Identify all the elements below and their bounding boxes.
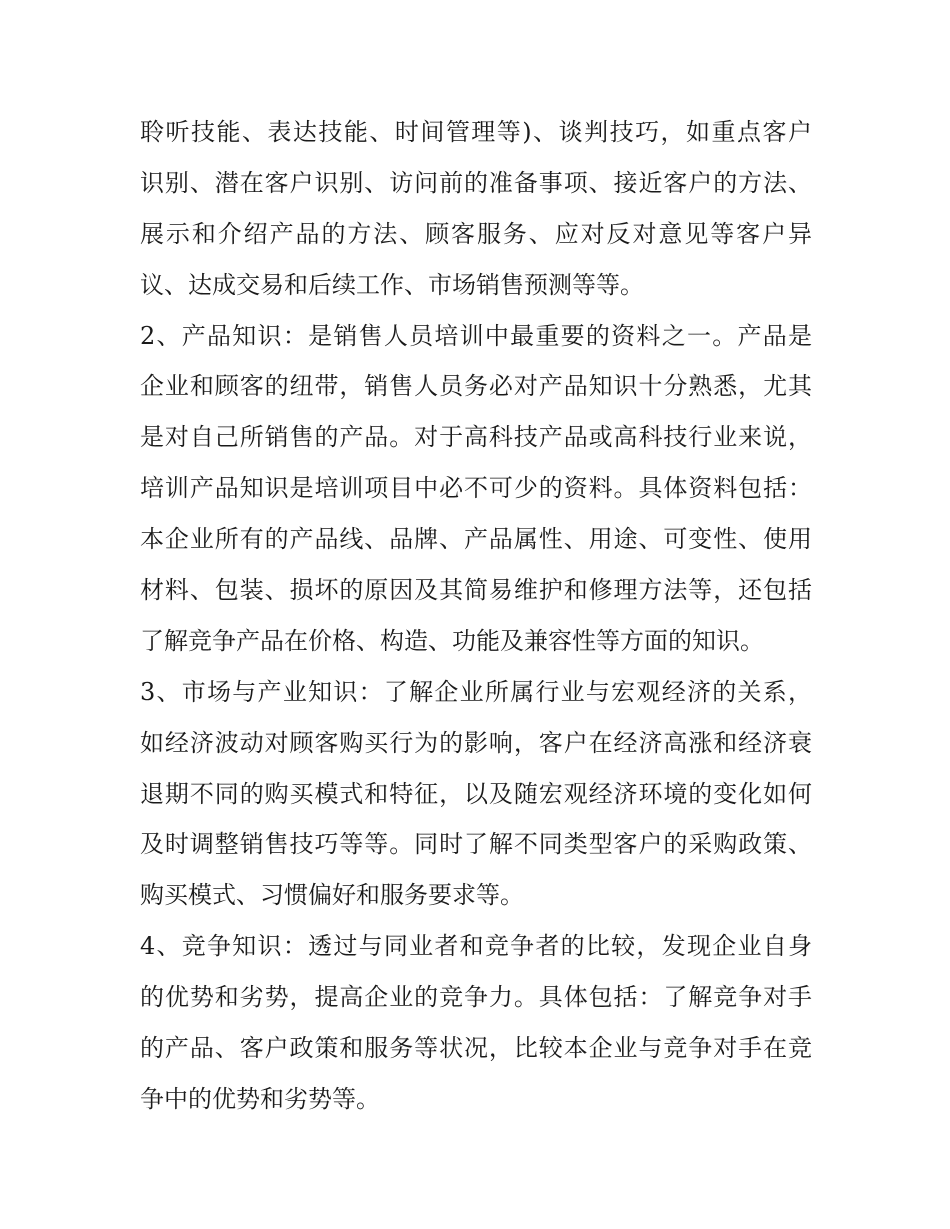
- text-line: 议、达成交易和后续工作、市场销售预测等等。: [140, 270, 644, 299]
- text-line: 购买模式、习惯偏好和服务要求等。: [140, 881, 524, 910]
- text-line: 是对自己所销售的产品。对于高科技产品或高科技行业来说，: [140, 423, 812, 452]
- text-line: 的产品、客户政策和服务等状况，比较本企业与竞争对手在竞: [140, 1034, 812, 1063]
- text-line: 的优势和劣势，提高企业的竞争力。具体包括：了解竞争对手: [140, 983, 812, 1012]
- text-line: 3、市场与产业知识：了解企业所属行业与宏观经济的关系，: [140, 677, 812, 706]
- text-line: 了解竞争产品在价格、构造、功能及兼容性等方面的知识。: [140, 626, 764, 655]
- text-line: 退期不同的购买模式和特征，以及随宏观经济环境的变化如何: [140, 779, 812, 808]
- text-line: 培训产品知识是培训项目中必不可少的资料。具体资料包括：: [140, 474, 812, 503]
- text-line: 及时调整销售技巧等等。同时了解不同类型客户的采购政策、: [140, 830, 812, 859]
- text-line: 企业和顾客的纽带，销售人员务必对产品知识十分熟悉，尤其: [140, 372, 812, 401]
- text-line: 如经济波动对顾客购买行为的影响，客户在经济高涨和经济衰: [140, 728, 812, 757]
- text-line: 争中的优势和劣势等。: [140, 1084, 380, 1113]
- text-line: 聆听技能、表达技能、时间管理等)、谈判技巧，如重点客户: [140, 118, 812, 146]
- body-text: [140, 107, 812, 1125]
- text-line: 4、竞争知识：透过与同业者和竞争者的比较，发现企业自身: [140, 932, 812, 961]
- text-line: 本企业所有的产品线、品牌、产品属性、用途、可变性、使用: [140, 525, 812, 554]
- text-line: 展示和介绍产品的方法、顾客服务、应对反对意见等客户异: [140, 219, 812, 248]
- text-line: 材料、包装、损坏的原因及其简易维护和修理方法等，还包括: [140, 576, 812, 605]
- text-line: 识别、潜在客户识别、访问前的准备事项、接近客户的方法、: [140, 168, 812, 197]
- text-line: 2、产品知识：是销售人员培训中最重要的资料之一。产品是: [140, 321, 812, 350]
